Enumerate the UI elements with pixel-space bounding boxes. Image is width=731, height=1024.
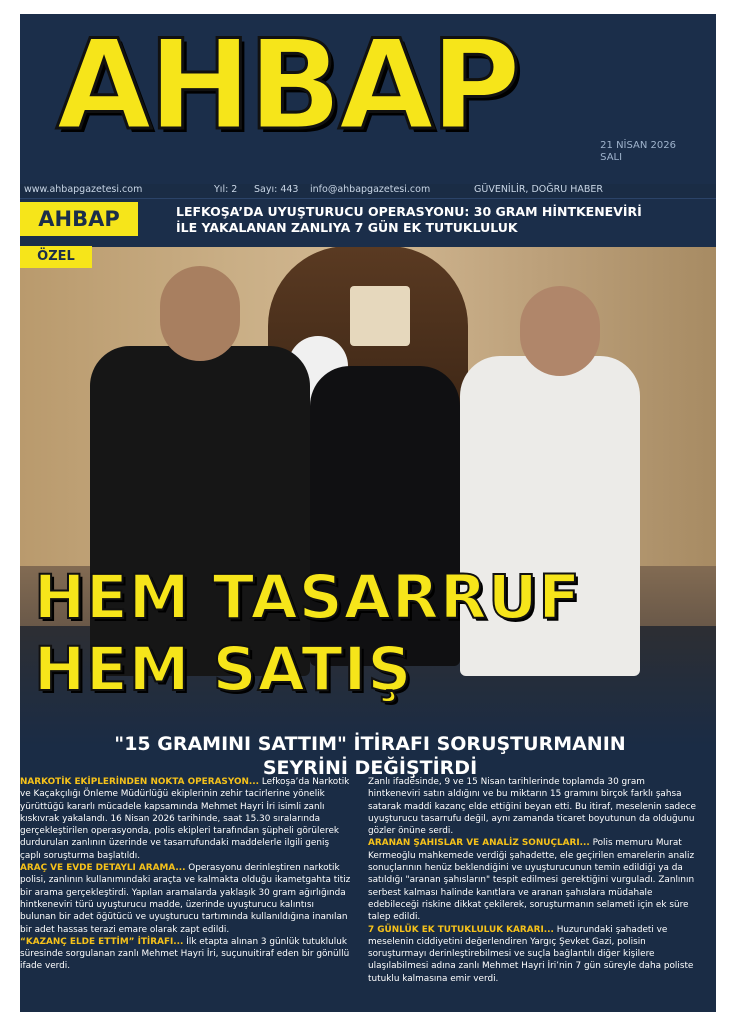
year-label: Yıl: 2 [214, 184, 238, 195]
paragraph: NARKOTİK EKİPLERİNDEN NOKTA OPERASYON... Lefkoşa’da Narkotik ve Kaçakçılığı Önleme Müdürlüğü ekiplerinin zehir tacirlerine yönelik yürüttüğü kararlı mücadele kapsamında Mehmet Hayri İri isimli zanlı kıskıvrak yakalandı. 16 Nisan 2026 tarihinde, saat 15.30 sıralarında gerçekleştirilen operasyonda, polis ekipleri tarafından şüpheli görülerek durdurulan zanlının üzerinde ve tasarrufundaki maddelerle ilgili geniş çaplı soruşturma başlatıldı. [20, 777, 350, 861]
main-headline-line2: HEM SATIŞ [34, 634, 413, 705]
paragraph: ARANAN ŞAHISLAR VE ANALİZ SONUÇLARI... Polis memuru Murat Kermeoğlu mahkemede verdiği şahadette, ele geçirilen emarelerin analiz sonuçlarının henüz beklendiğini ve uyuşturucunun temin edildiği ya da satıldığı "aranan şahısların" tespit edilmesi gerektiğini vurguladı. Zanlının serbest kalması halinde kanıtlara ve aranan şahıslara müdahale edebileceği riskine dikkat çekilerek, soruşturmanın selameti için ek süre talep edildi. [368, 838, 695, 923]
email-link[interactable]: info@ahbapgazetesi.com [310, 184, 431, 195]
main-headline-line1: HEM TASARRUF [34, 562, 582, 633]
issue-date: 21 NİSAN 2026 [600, 140, 676, 151]
strip-headline: LEFKOŞA’DA UYUŞTURUCU OPERASYONU: 30 GRAM HİNTKENEVİRİ İLE YAKALANAN ZANLIYA 7 GÜN EK TUTUKLULUK [176, 204, 642, 235]
brand-badge: AHBAP [20, 202, 138, 236]
article-column-right [368, 776, 700, 985]
article-body [20, 776, 716, 1012]
article-column-left [20, 776, 352, 973]
issue-number: Sayı: 443 [254, 184, 299, 195]
paragraph: 7 GÜNLÜK EK TUTUKLULUK KARARI... Huzurundaki şahadeti ve meselenin ciddiyetini değerlendiren Yargıç Şevket Gazi, polisin soruşturmayı derinleştirebilmesi ve suçla bağlantılı diğer kişilere ulaşılabilmesi adına zanlı Mehmet Hayri İri’nin 7 gün süreyle daha poliste tutuklu kalmasına emir verdi. [368, 924, 694, 984]
date-box [600, 140, 676, 164]
masthead [20, 14, 716, 184]
paragraph: Zanlı ifadesinde, 9 ve 15 Nisan tarihlerinde toplamda 30 gram hintkeneviri satın aldığını ve bu miktarın 15 gramını birçok farklı şahsa satarak maddi kazanç elde ettiğini beyan etti. Bu itiraf, meselenin sadece uyuşturucu tasarrufu değil, aynı zamanda ticaret boyutunun da olduğunu gözler önüne serdi. [368, 777, 696, 837]
subheadline: "15 GRAMINI SATTIM" İTİRAFI SORUŞTURMANIN SEYRİNİ DEĞİŞTİRDİ [114, 733, 626, 779]
meta-bar [20, 182, 716, 198]
paragraph: “KAZANÇ ELDE ETTİM” İTİRAFI... İlk etapta alınan 3 günlük tutukluluk süresinde sorgulanan zanlı Mehmet Hayri İri, suçunuitiraf eden bir gönüllü ifade verdi. [20, 936, 350, 972]
issue-day: SALI [600, 152, 623, 163]
motto: GÜVENİLİR, DOĞRU HABER [474, 184, 603, 195]
newspaper-page [20, 14, 716, 1012]
paragraph: ARAÇ VE EVDE DETAYLI ARAMA... Operasyonu derinleştiren narkotik polisi, zanlının kullanımındaki araçta ve kalmakta olduğu ikametgahta titiz bir arama gerçekleştirdi. Yapılan aramalarda yaklaşık 30 gram ağırlığında hintkeneviri türü uyuşturucu madde, üzerinde uyuşturucu kalıntısı bulunan bir adet öğütücü ve uyuşturucu tartımında kullanıldığına inanılan bir adet hassas terazi emare olarak zapt edildi. [20, 863, 351, 935]
exclusive-badge: ÖZEL [20, 246, 92, 268]
main-headline [20, 562, 716, 706]
masthead-logo: AHBAP [56, 14, 518, 158]
website-link[interactable]: www.ahbapgazetesi.com [24, 184, 143, 195]
